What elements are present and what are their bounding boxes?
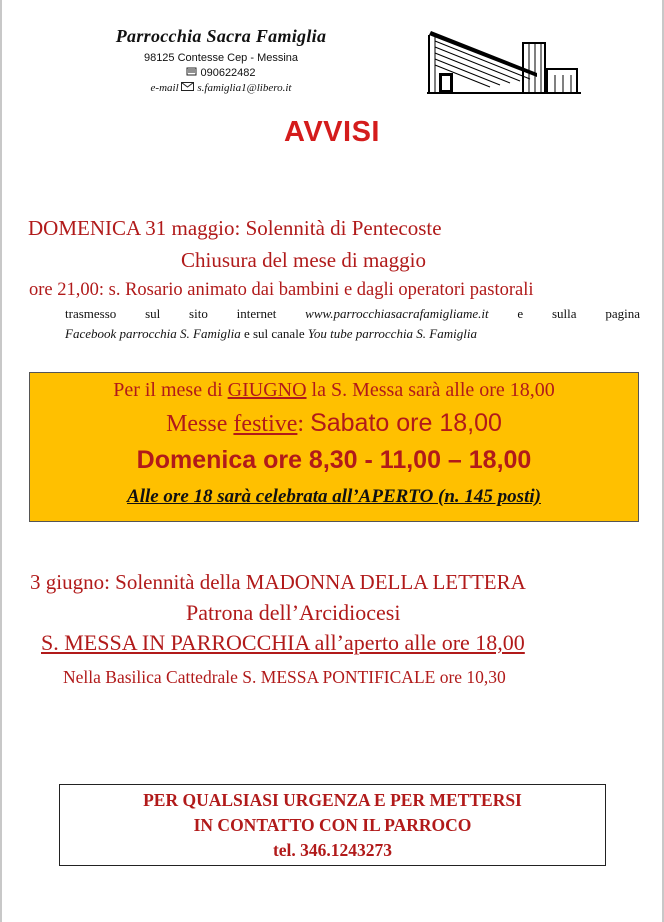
phone-icon (186, 67, 197, 79)
june-text-pre: Per il mese di (113, 379, 223, 401)
festive-colon: : (297, 411, 305, 437)
contact-line-1: PER QUALSIASI URGENZA E PER METTERSI (143, 790, 522, 810)
youtube-channel: You tube parrocchia S. Famiglia (307, 326, 477, 341)
festive-mass-line (30, 409, 638, 438)
pentecost-broadcast-line (65, 306, 640, 322)
pentecost-broadcast-line-2 (65, 326, 477, 342)
contact-line-2: IN CONTATTO CON IL PARROCO (193, 815, 472, 835)
contact-box (59, 784, 606, 866)
june-mass-line (30, 379, 638, 402)
cathedral-mass: Nella Basilica Cattedrale S. MESSA PONTIFICALE ore 10,30 (63, 667, 506, 687)
church-building-icon (425, 27, 583, 95)
madonna-title: 3 giugno: Solennità della MADONNA DELLA LETTERA (30, 570, 526, 594)
website-link[interactable]: www.parrocchiasacrafamigliame.it (305, 306, 489, 321)
parish-address: 98125 Contesse Cep - Messina (143, 52, 299, 64)
june-text-mid: la (311, 379, 326, 401)
facebook-page: Facebook parrocchia S. Famiglia (65, 326, 241, 341)
page-title: AVVISI (284, 116, 380, 148)
sunday-mass: Domenica ore 8,30 - 11,00 – 18,00 (136, 446, 532, 474)
saturday-mass: Sabato ore 18,00 (310, 409, 502, 437)
festive-pre: Messe (166, 411, 228, 437)
parish-email[interactable]: s.famiglia1@libero.it (197, 82, 292, 94)
parish-name: Parrocchia Sacra Famiglia (115, 26, 327, 46)
madonna-mass: S. MESSA IN PARROCCHIA all’aperto alle ore 18,00 (41, 630, 525, 655)
broadcast-text-3: e sul canale (243, 326, 305, 341)
pentecost-title: DOMENICA 31 maggio: Solennità di Pentecoste (28, 216, 442, 240)
email-label: e-mail (150, 82, 179, 94)
pentecost-subtitle: Chiusura del mese di maggio (181, 248, 426, 272)
june-month: GIUGNO (227, 379, 307, 401)
pentecost-rosario: ore 21,00: s. Rosario animato dai bambini e dagli operatori pastorali (29, 280, 534, 300)
june-schedule-box (29, 372, 639, 522)
broadcast-text-1: trasmesso sul sito internet (65, 306, 277, 321)
parish-phone: 090622482 (200, 67, 256, 79)
parish-phone-line (110, 67, 332, 79)
madonna-subtitle: Patrona dell’Arcidiocesi (186, 600, 401, 625)
broadcast-text-2: e sulla pagina (517, 306, 641, 321)
festive-word: festive (233, 411, 298, 437)
june-text-post: S. Messa sarà alle ore 18,00 (330, 379, 555, 401)
contact-phone[interactable]: tel. 346.1243273 (272, 840, 393, 860)
outdoor-note: Alle ore 18 sarà celebrata all’APERTO (n. 145 posti) (127, 486, 541, 507)
envelope-icon (181, 82, 194, 94)
parish-email-line (110, 82, 332, 94)
